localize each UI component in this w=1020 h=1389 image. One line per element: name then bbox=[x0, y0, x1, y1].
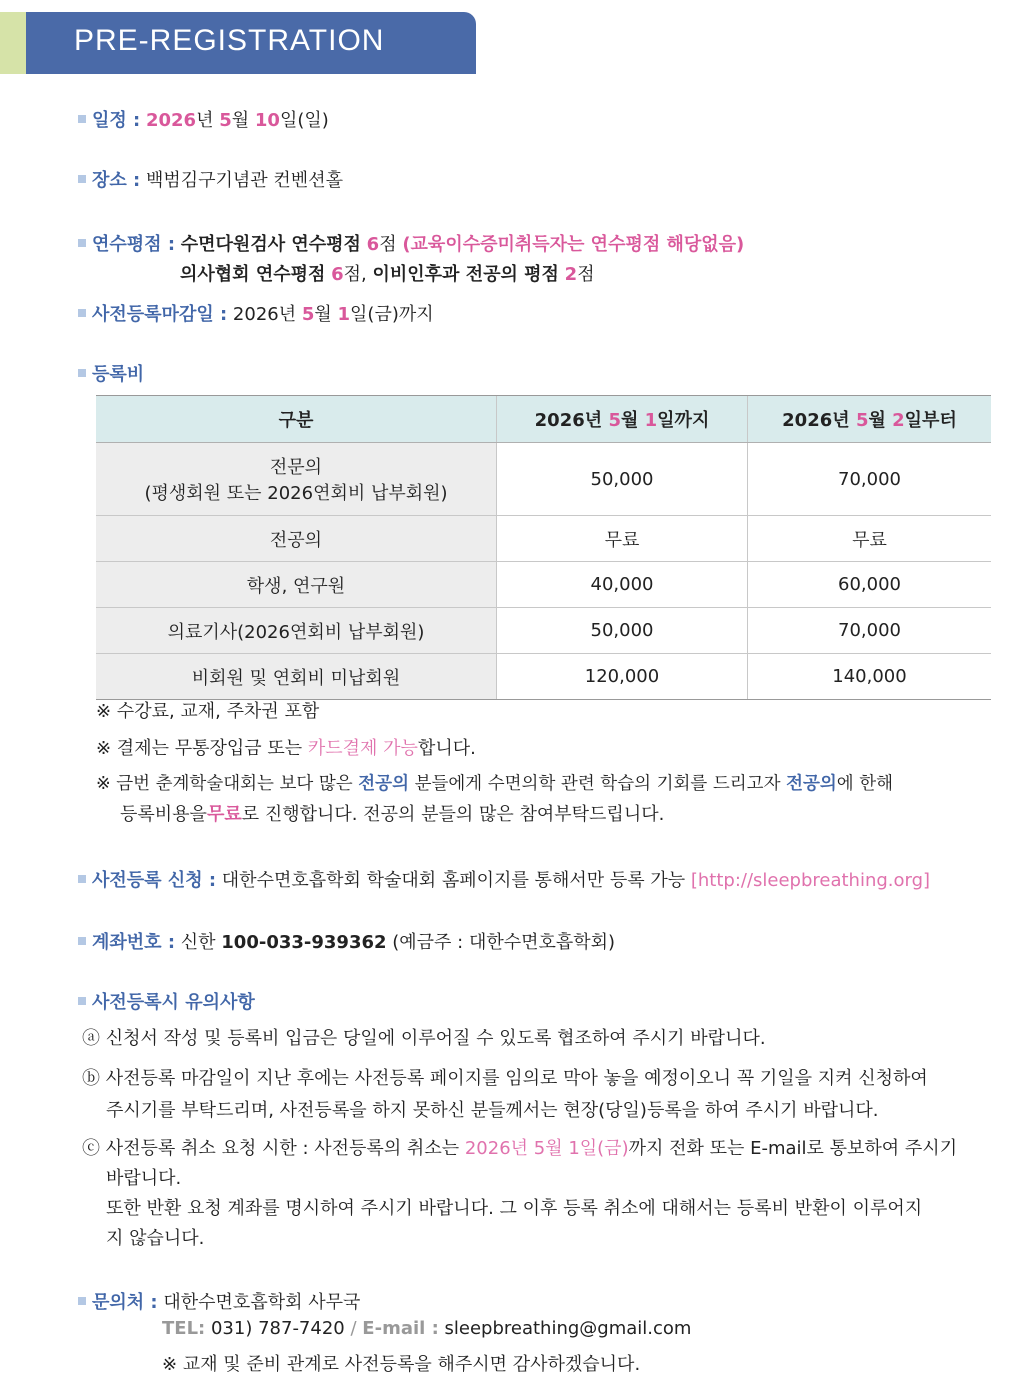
fee-header-early-month: 5 bbox=[608, 410, 621, 431]
note-3-text3: 에 한해 bbox=[836, 774, 894, 794]
fee-header-late-month: 5 bbox=[855, 410, 869, 431]
fee-late: 70,000 bbox=[748, 443, 992, 516]
table-row bbox=[96, 654, 991, 700]
caution-c bbox=[82, 1134, 957, 1160]
credits-label: 연수평점 : bbox=[92, 234, 176, 255]
apply-url-link[interactable]: [http://sleepbreathing.org] bbox=[690, 870, 931, 891]
fee-category: 전문의 bbox=[269, 457, 323, 478]
account-number: 100-033-939362 bbox=[221, 932, 387, 953]
fee-table-header bbox=[96, 396, 991, 443]
contact-separator: / bbox=[350, 1318, 357, 1339]
fee-table bbox=[96, 395, 991, 700]
contact-tel: 031) 787-7420 bbox=[210, 1318, 345, 1339]
fee-header-early bbox=[497, 396, 748, 443]
schedule-month-unit: 월 bbox=[231, 110, 250, 131]
bullet-icon bbox=[78, 175, 86, 183]
caution-b: ⓑ 사전등록 마감일이 지난 후에는 사전등록 페이지를 임의로 막아 놓을 예정이오니 꼭 기일을 지켜 신청하여 bbox=[82, 1068, 928, 1089]
deadline-year: 2026년 bbox=[232, 304, 297, 325]
fee-category: 전공의 bbox=[96, 516, 497, 562]
schedule-year-unit: 년 bbox=[196, 110, 214, 131]
schedule-day-unit: 일(일) bbox=[279, 110, 329, 131]
deadline-label: 사전등록마감일 : bbox=[92, 304, 228, 325]
fee-late: 무료 bbox=[748, 516, 992, 562]
caution-c-text2: 까지 전화 또는 E-mail로 통보하여 주시기 bbox=[628, 1138, 958, 1159]
fee-header-early-month-unit: 월 bbox=[620, 410, 639, 431]
note-3-text2: 분들에게 수면의학 관련 학습의 기회를 드리고자 bbox=[414, 774, 781, 794]
credits-line2-unit2: 점 bbox=[577, 264, 595, 285]
fee-category-detail: (평생회원 또는 2026연회비 납부회원) bbox=[144, 483, 448, 504]
contact-tel-label: TEL: bbox=[162, 1318, 206, 1339]
note-3-text4: 등록비용을 bbox=[120, 804, 207, 825]
contact-note: ※ 교재 및 준비 관계로 사전등록을 해주시면 감사하겠습니다. bbox=[162, 1354, 641, 1375]
fee-late: 140,000 bbox=[748, 654, 992, 700]
deadline-row bbox=[78, 300, 434, 326]
fee-header-late-month-unit: 월 bbox=[868, 410, 886, 431]
fee-row bbox=[78, 360, 144, 386]
caution-b-line2: 주시기를 부탁드리며, 사전등록을 하지 못하신 분들께서는 현장(당일)등록을 하여 주시기 바랍니다. bbox=[106, 1100, 879, 1121]
caution-a: ⓐ 신청서 작성 및 등록비 입금은 당일에 이루어질 수 있도록 협조하여 주시기 바랍니다. bbox=[82, 1028, 766, 1049]
fee-header-late-year: 2026년 bbox=[782, 410, 850, 431]
note-3-free: 무료 bbox=[206, 804, 242, 825]
note-3-resident2: 전공의 bbox=[786, 774, 837, 794]
fee-header-late-day-unit: 일부터 bbox=[904, 410, 957, 431]
credits-line1-unit: 점 bbox=[379, 234, 397, 255]
contact-org: 대한수면호흡학회 사무국 bbox=[163, 1292, 361, 1313]
deadline-day-unit: 일(금)까지 bbox=[350, 304, 434, 325]
fee-category: 비회원 및 연회비 미납회원 bbox=[96, 654, 497, 700]
credits-line2-text2: 이비인후과 전공의 평점 bbox=[372, 264, 559, 285]
venue-value: 백범김구기념관 컨벤션홀 bbox=[145, 170, 343, 191]
note-3 bbox=[96, 770, 893, 795]
contact-email-label: E-mail : bbox=[362, 1318, 439, 1339]
fee-early: 50,000 bbox=[497, 443, 748, 516]
apply-label: 사전등록 신청 : bbox=[92, 870, 217, 891]
note-3-resident: 전공의 bbox=[358, 774, 409, 794]
bullet-icon bbox=[78, 875, 86, 883]
credits-line2-text: 의사협회 연수평점 bbox=[180, 264, 326, 285]
schedule-year: 2026 bbox=[145, 110, 197, 131]
note-3-text5: 로 진행합니다. 전공의 분들의 많은 참여부탁드립니다. bbox=[241, 804, 665, 825]
account-label: 계좌번호 : bbox=[92, 932, 176, 953]
header-accent bbox=[0, 12, 26, 74]
note-2-end: 합니다. bbox=[417, 738, 476, 759]
account-bank: 신한 bbox=[180, 932, 216, 953]
contact-row bbox=[78, 1288, 360, 1314]
note-3-text: ※ 금번 춘계학술대회는 보다 많은 bbox=[96, 774, 353, 794]
bullet-icon bbox=[78, 239, 86, 247]
note-3-line2 bbox=[96, 800, 664, 826]
page-title: PRE-REGISTRATION bbox=[74, 24, 385, 57]
deadline-month: 5 bbox=[301, 304, 315, 325]
note-2 bbox=[96, 734, 476, 760]
table-row bbox=[96, 608, 991, 654]
bullet-icon bbox=[78, 115, 86, 123]
credits-line1-note: (교육이수증미취득자는 연수평점 해당없음) bbox=[402, 234, 745, 255]
schedule-day: 10 bbox=[254, 110, 280, 131]
fee-late: 60,000 bbox=[748, 562, 992, 608]
credits-row-2 bbox=[180, 260, 595, 286]
fee-category: 학생, 연구원 bbox=[96, 562, 497, 608]
contact-label: 문의처 : bbox=[92, 1292, 158, 1313]
schedule-row bbox=[78, 106, 329, 132]
credits-line1-text: 수면다원검사 연수평점 bbox=[180, 234, 361, 255]
credits-line2-num2: 2 bbox=[564, 264, 578, 285]
bullet-icon bbox=[78, 997, 86, 1005]
caution-c-line3: 또한 반환 요청 계좌를 명시하여 주시기 바랍니다. 그 이후 등록 취소에 대해서는 등록비 반환이 이루어지 bbox=[106, 1198, 923, 1219]
fee-early: 50,000 bbox=[497, 608, 748, 654]
fee-header-early-day: 1 bbox=[644, 410, 658, 431]
fee-early: 무료 bbox=[497, 516, 748, 562]
deadline-day: 1 bbox=[337, 304, 351, 325]
account-row bbox=[78, 928, 615, 954]
caution-c-line2: 바랍니다. bbox=[106, 1168, 182, 1189]
credits-line2-unit: 점, bbox=[343, 264, 367, 285]
note-2-text: ※ 결제는 무통장입금 또는 bbox=[96, 738, 303, 759]
fee-late: 70,000 bbox=[748, 608, 992, 654]
fee-label: 등록비 bbox=[92, 364, 145, 385]
fee-header-late-day: 2 bbox=[892, 410, 905, 431]
deadline-month-unit: 월 bbox=[314, 304, 332, 325]
note-2-card: 카드결제 가능 bbox=[307, 738, 418, 759]
bullet-icon bbox=[78, 937, 86, 945]
fee-header-early-year: 2026년 bbox=[534, 410, 603, 431]
fee-header-late bbox=[748, 396, 992, 443]
fee-category-cell bbox=[96, 443, 497, 516]
venue-row bbox=[78, 166, 343, 192]
fee-header-category: 구분 bbox=[96, 396, 497, 443]
caution-c-line4: 지 않습니다. bbox=[106, 1228, 205, 1249]
apply-value: 대한수면호흡학회 학술대회 홈페이지를 통해서만 등록 가능 bbox=[221, 870, 686, 891]
fee-early: 120,000 bbox=[497, 654, 748, 700]
caution-c-date: 2026년 5월 1일(금) bbox=[464, 1138, 629, 1159]
fee-header-early-day-unit: 일까지 bbox=[657, 410, 710, 431]
fee-category: 의료기사(2026연회비 납부회원) bbox=[96, 608, 497, 654]
schedule-label: 일정 : bbox=[92, 110, 141, 131]
table-row bbox=[96, 516, 991, 562]
credits-row bbox=[78, 230, 744, 256]
bullet-icon bbox=[78, 1297, 86, 1305]
note-1: ※ 수강료, 교재, 주차권 포함 bbox=[96, 701, 320, 722]
contact-details bbox=[162, 1318, 691, 1339]
table-row bbox=[96, 562, 991, 608]
bullet-icon bbox=[78, 369, 86, 377]
credits-line2-num: 6 bbox=[331, 264, 344, 285]
cautions-row bbox=[78, 988, 255, 1014]
account-holder: (예금주 : 대한수면호흡학회) bbox=[392, 932, 616, 953]
caution-c-text: ⓒ 사전등록 취소 요청 시한 : 사전등록의 취소는 bbox=[82, 1138, 460, 1159]
table-row bbox=[96, 443, 991, 516]
credits-line1-num: 6 bbox=[366, 234, 380, 255]
bullet-icon bbox=[78, 309, 86, 317]
fee-early: 40,000 bbox=[497, 562, 748, 608]
venue-label: 장소 : bbox=[92, 170, 141, 191]
contact-email-link[interactable]: sleepbreathing@gmail.com bbox=[444, 1318, 692, 1339]
apply-row bbox=[78, 866, 930, 892]
schedule-month: 5 bbox=[219, 110, 232, 131]
cautions-label: 사전등록시 유의사항 bbox=[92, 992, 255, 1013]
